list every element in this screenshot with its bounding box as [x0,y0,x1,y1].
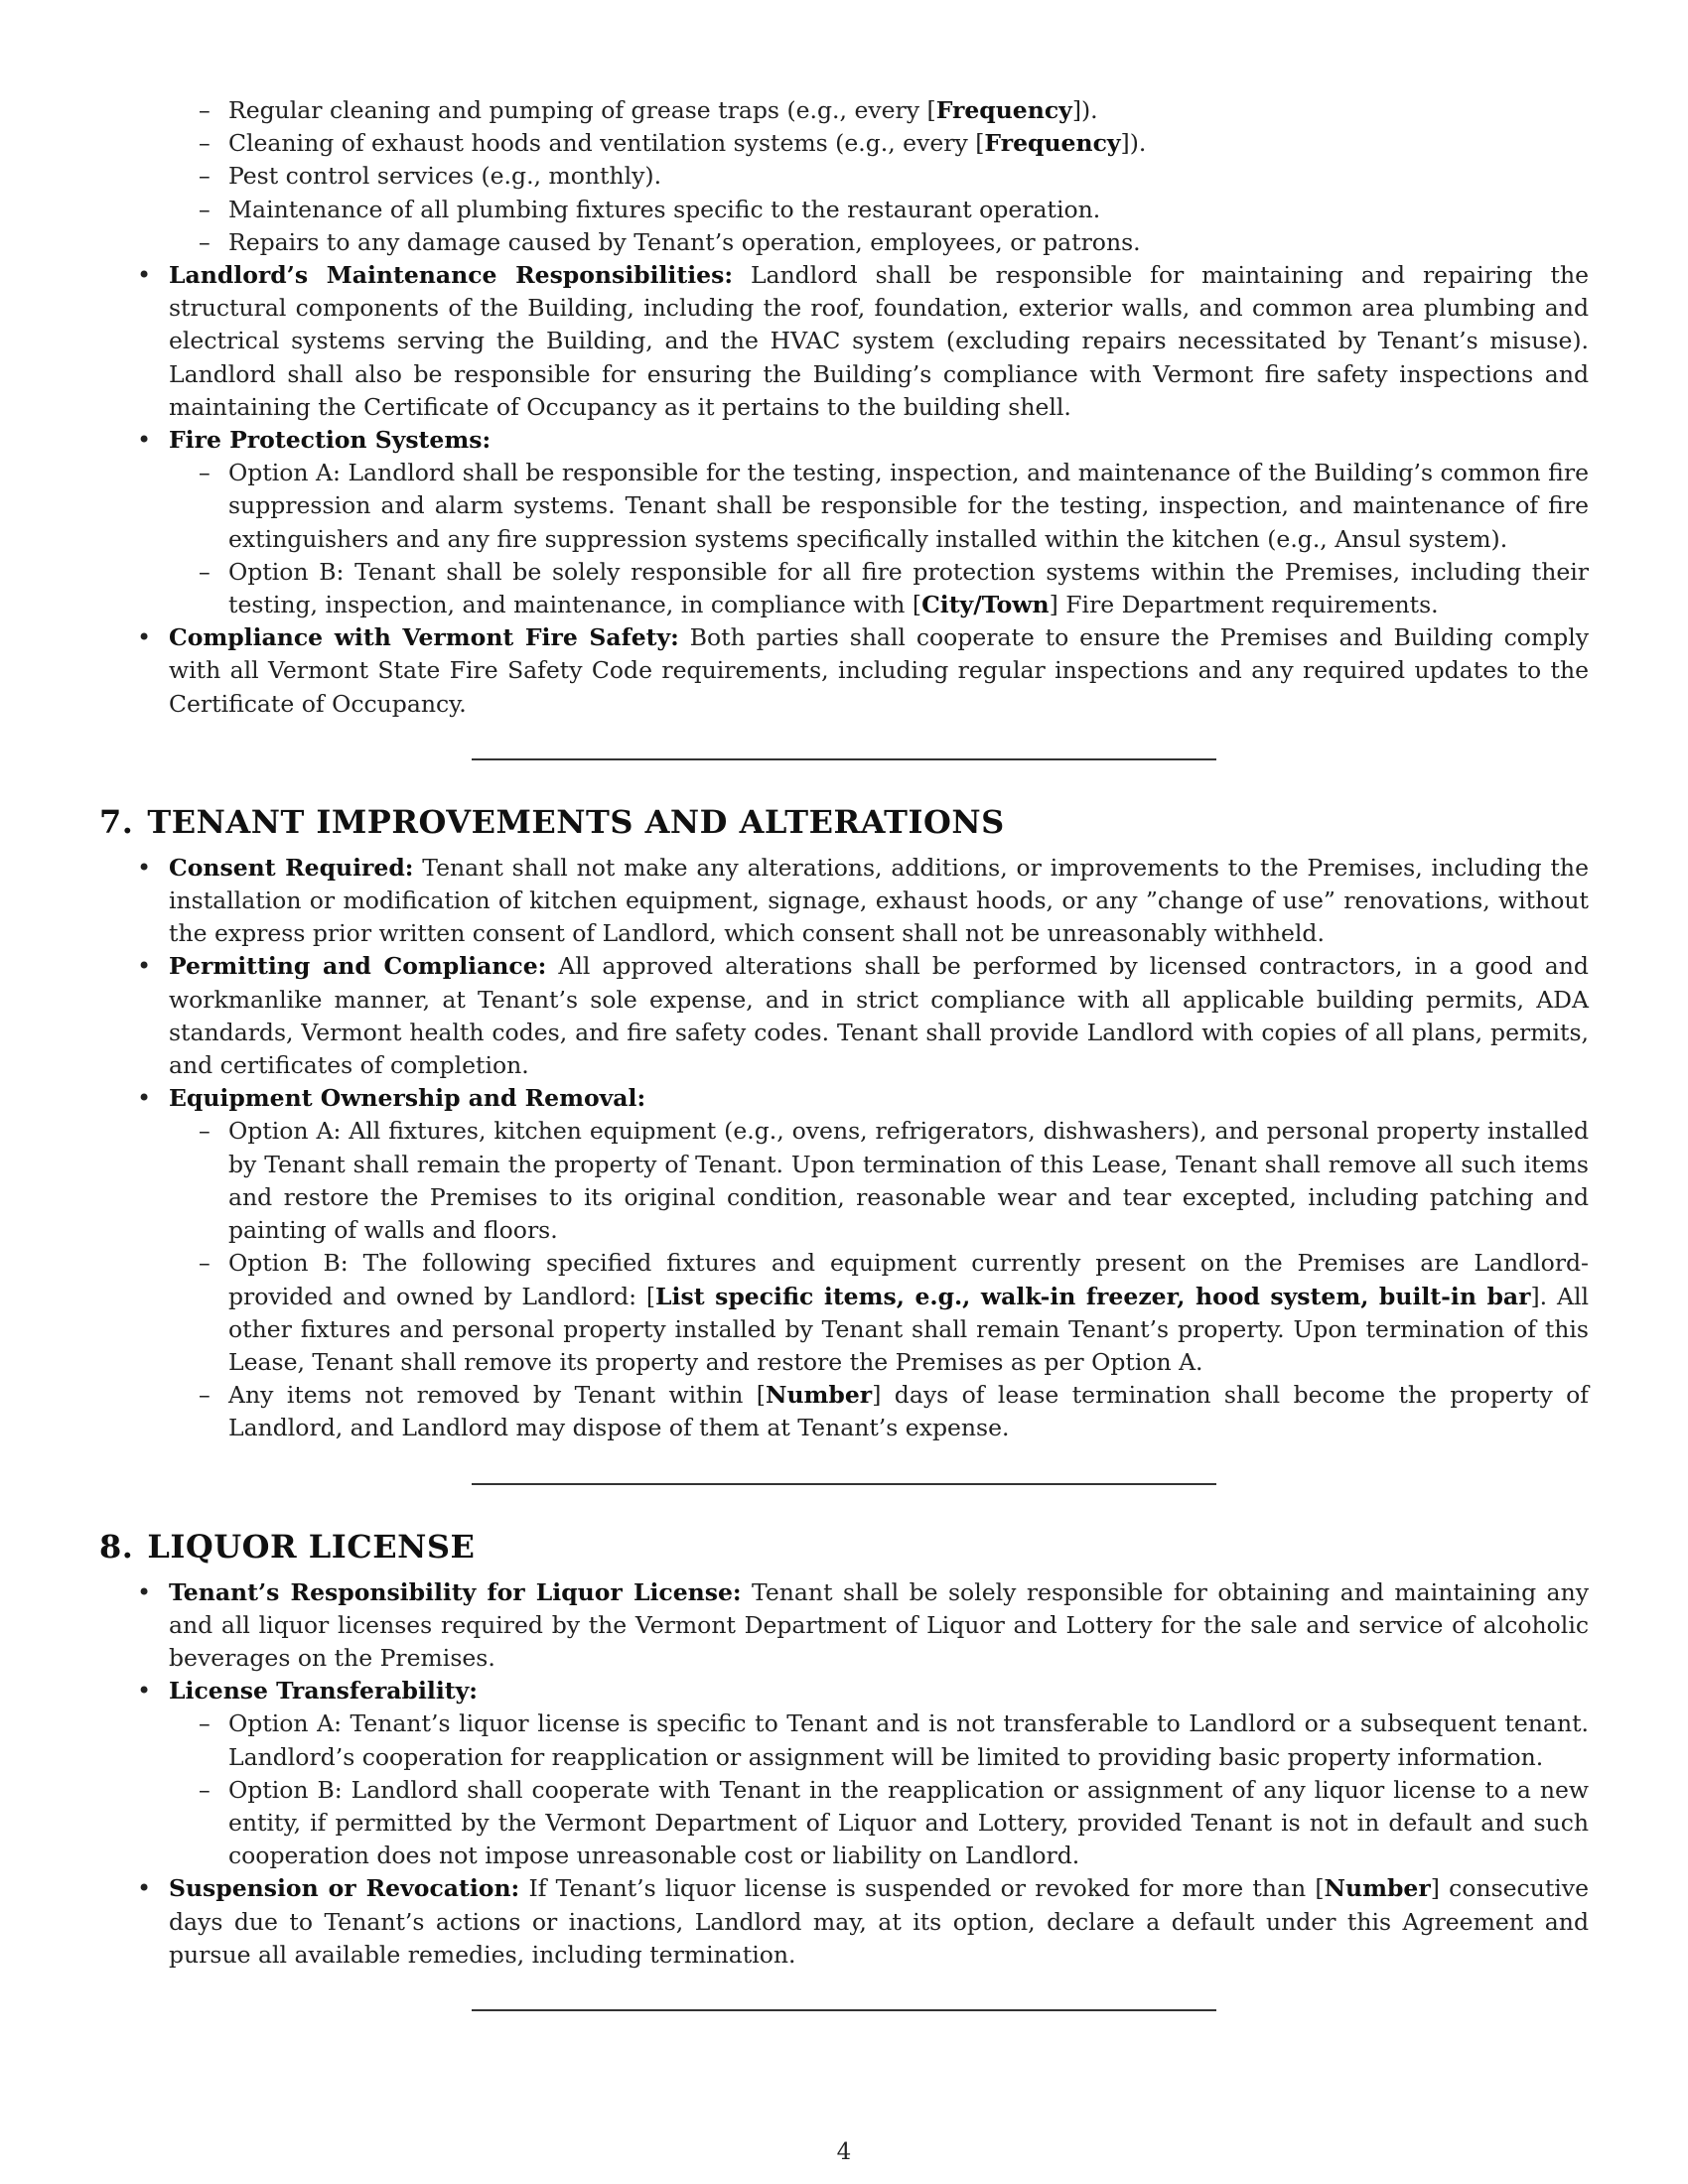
section-divider [472,1483,1216,1485]
equipment-item: • Equipment Ownership and Removal: – Option A: All fixtures, kitchen equipment (e.g., ovens, refrigerators, dishwashers), and personal property installed by Tenant shall remain the property of Tenant. Upon termination of this Lease, Tenant shall remove all such items and restore the Premises to its original condition, reasonable wear and tear excepted, including patching and painting of walls and floors. – Option B: The following specified fixtures and equipment currently present on the Premises are Landlord-provided and owned by Landlord: [List specific items, e.g., walk-in freezer, hood system, built-in bar]. All other fixtures and personal property installed by Tenant shall remain Tenant’s property. Upon termination of this Lease, Tenant shall remove its property and restore the Premises as per Option A. – Any items not removed by Tenant within [Number] days of lease termination shall become the property of Landlord, and Landlord may dispose of them at Tenant’s expense. [99,1082,1589,1444]
continued-sublist [169,94,1589,259]
section6-list [99,259,1589,721]
license-transfer-item: • License Transferability: – Option A: Tenant’s liquor license is specific to Tenant and is not transferable to Landlord or a subsequent tenant. Landlord’s cooperation for reapplication or assignment will be limited to providing basic property information. – Option B: Landlord shall cooperate with Tenant in the reapplication or assignment of any liquor license to a new entity, if permitted by the Vermont Department of Liquor and Lottery, provided Tenant is not in default and such cooperation does not impose unreasonable cost or liability on Landlord. [99,1675,1589,1872]
section-divider [472,2009,1216,2011]
list-item: – Regular cleaning and pumping of grease traps (e.g., every [Frequency]). [169,94,1589,127]
section-divider [472,758,1216,760]
section7-list [99,852,1589,1445]
section8-list [99,1576,1589,1972]
page-number: 4 [836,2139,852,2165]
consent-item: • Consent Required: Tenant shall not make any alterations, additions, or improvements to the Premises, including the installation or modification of kitchen equipment, signage, exhaust hoods, or any ”change of use” renovations, without the express prior written consent of Landlord, which consent shall not be unreasonably withheld. [99,852,1589,951]
fire-safety-compliance-item: • Compliance with Vermont Fire Safety: Both parties shall cooperate to ensure the Premises and Building comply with all Vermont State Fire Safety Code requirements, including regular inspections and any required updates to the Certificate of Occupancy. [99,621,1589,721]
list-item: – Option A: Tenant’s liquor license is specific to Tenant and is not transferable to Landlord or a subsequent tenant. Landlord’s cooperation for reapplication or assignment will be limited to providing basic property information. [169,1707,1589,1773]
license-transfer-options [169,1707,1589,1872]
list-item: – Repairs to any damage caused by Tenant’s operation, employees, or patrons. [169,226,1589,259]
liquor-responsibility-item: • Tenant’s Responsibility for Liquor License: Tenant shall be solely responsible for obtaining and maintaining any and all liquor licenses required by the Vermont Department of Liquor and Lottery for the sale and service of alcoholic beverages on the Premises. [99,1576,1589,1676]
landlord-maintenance-item: • Landlord’s Maintenance Responsibilities: Landlord shall be responsible for maintaining and repairing the structural components of the Building, including the roof, foundation, exterior walls, and common area plumbing and electrical systems serving the Building, and the HVAC system (excluding repairs necessitated by Tenant’s misuse). Landlord shall also be responsible for ensuring the Building’s compliance with Vermont fire safety inspections and maintaining the Certificate of Occupancy as it pertains to the building shell. [99,259,1589,424]
list-item: – Maintenance of all plumbing fixtures specific to the restaurant operation. [169,194,1589,226]
list-item: – Option B: Landlord shall cooperate with Tenant in the reapplication or assignment of any liquor license to a new entity, if permitted by the Vermont Department of Liquor and Lottery, provided Tenant is not in default and such cooperation does not impose unreasonable cost or liability on Landlord. [169,1774,1589,1873]
list-item: – Option A: All fixtures, kitchen equipment (e.g., ovens, refrigerators, dishwashers), and personal property installed by Tenant shall remain the property of Tenant. Upon termination of this Lease, Tenant shall remove all such items and restore the Premises to its original condition, reasonable wear and tear excepted, including patching and painting of walls and floors. [169,1115,1589,1247]
list-item: – Cleaning of exhaust hoods and ventilation systems (e.g., every [Frequency]). [169,127,1589,160]
list-item: – Option B: Tenant shall be solely responsible for all fire protection systems within the Premises, including their testing, inspection, and maintenance, in compliance with [City/Town] Fire Department requirements. [169,556,1589,621]
equipment-options [169,1115,1589,1444]
fire-protection-options [169,457,1589,621]
document-page [99,94,1589,2011]
suspension-item: • Suspension or Revocation: If Tenant’s liquor license is suspended or revoked for more than [Number] consecutive days due to Tenant’s actions or inactions, Landlord may, at its option, declare a default under this Agreement and pursue all available remedies, including termination. [99,1872,1589,1972]
fire-protection-item: • Fire Protection Systems: – Option A: Landlord shall be responsible for the testing, inspection, and maintenance of the Building’s common fire suppression and alarm systems. Tenant shall be responsible for the testing, inspection, and maintenance of fire extinguishers and any fire suppression systems specifically installed within the kitchen (e.g., Ansul system). – Option B: Tenant shall be solely responsible for all fire protection systems within the Premises, including their testing, inspection, and maintenance, in compliance with [City/Town] Fire Department requirements. [99,424,1589,621]
list-item: – Any items not removed by Tenant within [Number] days of lease termination shall become the property of Landlord, and Landlord may dispose of them at Tenant’s expense. [169,1379,1589,1444]
section-heading: 7. TENANT IMPROVEMENTS AND ALTERATIONS [99,802,1005,841]
permitting-item: • Permitting and Compliance: All approved alterations shall be performed by licensed contractors, in a good and workmanlike manner, at Tenant’s sole expense, and in strict compliance with all applicable building permits, ADA standards, Vermont health codes, and fire safety codes. Tenant shall provide Landlord with copies of all plans, permits, and certificates of completion. [99,950,1589,1082]
list-item: – Option B: The following specified fixtures and equipment currently present on the Premises are Landlord-provided and owned by Landlord: [List specific items, e.g., walk-in freezer, hood system, built-in bar]. All other fixtures and personal property installed by Tenant shall remain Tenant’s property. Upon termination of this Lease, Tenant shall remove its property and restore the Premises as per Option A. [169,1247,1589,1379]
list-item: – Option A: Landlord shall be responsible for the testing, inspection, and maintenance of the Building’s common fire suppression and alarm systems. Tenant shall be responsible for the testing, inspection, and maintenance of fire extinguishers and any fire suppression systems specifically installed within the kitchen (e.g., Ansul system). [169,457,1589,556]
section-heading: 8. LIQUOR LICENSE [99,1527,476,1566]
list-item: – Pest control services (e.g., monthly). [169,160,1589,193]
